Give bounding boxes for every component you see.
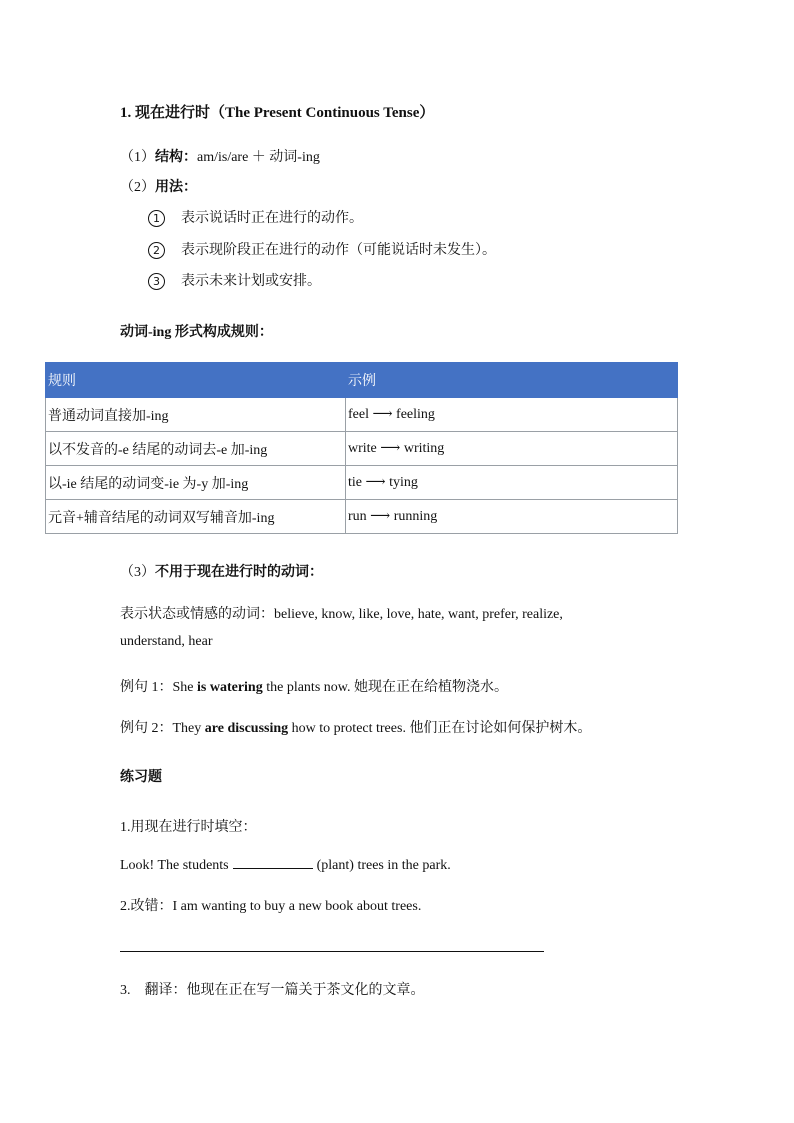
not-used-prefix: （3）: [120, 565, 155, 580]
table-cell-rule: 元音+辅音结尾的动词双写辅音加-ing: [46, 500, 346, 534]
table-row: [46, 432, 678, 466]
usage-item: [148, 270, 321, 290]
example-verb: is watering: [197, 680, 263, 695]
example-text-pre: She: [172, 680, 197, 695]
usage-item-text: 表示未来计划或安排。: [181, 274, 321, 289]
exercise-1-prompt: 1.用现在进行时填空：: [120, 820, 257, 835]
not-used-heading: [120, 561, 323, 581]
table-cell-rule: 以不发音的-e 结尾的动词去-e 加-ing: [46, 432, 346, 466]
example-sentence-1: [120, 676, 508, 696]
exercise-3-text: 他现在正在写一篇关于茶文化的文章。: [186, 983, 425, 998]
table-header-row: [46, 363, 678, 398]
example-text-pre: They: [172, 721, 205, 736]
table-cell-example: run ⟶ running: [346, 500, 678, 534]
exercise-2-text: I am wanting to buy a new book about trees.: [172, 899, 422, 914]
example-label: 例句 2：: [120, 721, 173, 736]
table-cell-example: write ⟶ writing: [346, 432, 678, 466]
exercises-title: 练习题: [120, 770, 162, 785]
usage-item: [148, 239, 496, 259]
example-text-post: how to protect trees. 他们正在讨论如何保护树木。: [288, 721, 592, 736]
exercise-2: [120, 895, 421, 915]
example-text-post: the plants now. 她现在正在给植物浇水。: [262, 680, 508, 695]
table-cell-rule: 以-ie 结尾的动词变-ie 为-y 加-ing: [46, 466, 346, 500]
exercise-1-pre: Look! The students: [120, 858, 229, 873]
table-row: [46, 398, 678, 432]
table-cell-example: tie ⟶ tying: [346, 466, 678, 500]
usage-prefix: （2）: [120, 180, 155, 195]
stative-verbs-lead: 表示状态或情感的动词：: [120, 607, 274, 622]
fill-in-blank[interactable]: [233, 854, 313, 869]
table-row: [46, 466, 678, 500]
usage-item-text: 表示现阶段正在进行的动作（可能说话时未发生）。: [181, 243, 496, 258]
usage-item-text: 表示说话时正在进行的动作。: [181, 211, 363, 226]
ing-rules-table: [45, 362, 678, 534]
stative-verbs-list: believe, know, like, love, hate, want, prefer, realize,: [274, 607, 563, 622]
exercise-3-number: 3.: [120, 983, 131, 998]
circled-number: 3: [148, 273, 165, 290]
structure-line: [120, 146, 320, 166]
usage-item: [148, 207, 363, 227]
example-sentence-2: [120, 717, 591, 737]
usage-label: 用法：: [155, 180, 197, 195]
circled-number: 1: [148, 210, 165, 227]
not-used-label: 不用于现在进行时的动词：: [155, 565, 323, 580]
table-row: [46, 500, 678, 534]
table-cell-example: feel ⟶ feeling: [346, 398, 678, 432]
structure-formula: am/is/are ＋ 动词-ing: [197, 150, 320, 165]
exercise-3: [120, 979, 425, 999]
section-heading: 1. 现在进行时（The Present Continuous Tense）: [120, 105, 435, 121]
table-cell-rule: 普通动词直接加-ing: [46, 398, 346, 432]
table-header-rule: 规则: [46, 363, 346, 398]
exercise-1-post: (plant) trees in the park.: [316, 858, 451, 873]
usage-line: [120, 176, 197, 196]
example-label: 例句 1：: [120, 680, 173, 695]
structure-label: 结构：: [155, 150, 197, 165]
exercise-1-sentence: [120, 854, 451, 874]
example-verb: are discussing: [204, 721, 289, 736]
ing-rules-title: 动词-ing 形式构成规则：: [120, 325, 273, 340]
table-header-example: 示例: [346, 363, 678, 398]
structure-prefix: （1）: [120, 150, 155, 165]
exercise-3-label: 翻译：: [144, 983, 187, 998]
exercise-2-label: 2.改错：: [120, 899, 173, 914]
circled-number: 2: [148, 242, 165, 259]
stative-verbs-line: [120, 603, 563, 623]
stative-verbs-continuation: understand, hear: [120, 634, 213, 649]
answer-line[interactable]: [120, 951, 544, 952]
